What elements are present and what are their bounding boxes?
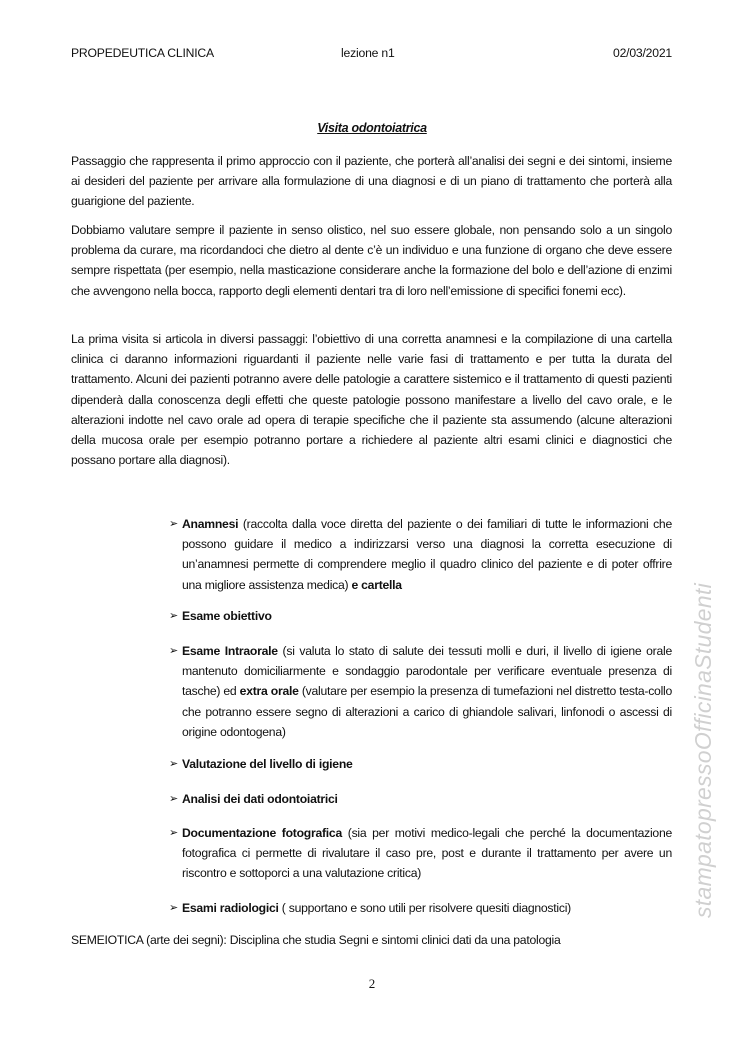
item-heading: Anamnesi [182,517,239,531]
paragraph-intro: Passaggio che rappresenta il primo approccio con il paziente, che porterà all’analisi dei segni e dei sintomi, insieme ai desideri del paziente per arrivare alla formulazione di una diagnosi e di un piano di trattamento che porterà alla guarigione del paziente. [71,154,672,209]
arrowhead-bullet-icon: ➢ [169,902,178,914]
arrowhead-bullet-icon: ➢ [169,645,178,657]
list-item-esame-intraorale [169,641,672,742]
list-item-documentazione-fotografica [169,823,672,884]
item-text: (si valuta lo stato di salute dei tessuti molli e duri, il livello di igiene orale mantenuto domiciliarmente e sondaggio parodontale per verificare eventuale presenza di tasche) ed [182,644,673,699]
item-text-cont: (valutare per esempio la presenza di tumefazioni nel distretto testa-collo che potranno essere segno di alterazioni a carico di ghiandole salivari, linfonodi o ascessi di origine odontogena) [182,684,673,739]
item-text: (sia per motivi medico-legali che perché la documentazione fotografica ci permette di rivalutare il caso pre, post e durante il trattamento per avere un riscontro e sottoporci a una valutazione critica) [182,826,673,881]
list-item-analisi-dati [169,789,672,809]
paragraph-holistic: Dobbiamo valutare sempre il paziente in senso olistico, nel suo essere globale, non pensando solo a un singolo problema da curare, ma ricordandoci che dietro al dente c’è un individuo e una funzione di organo che deve essere sempre rispettata (per esempio, nella masticazione considerare anche la formazione del bolo e dell’azione di enzimi che avvengono nella bocca, rapporto degli elementi dentari tra di loro nell’emissione di specifici fonemi ecc). [71,223,672,298]
header-lesson: lezione n1 [341,46,395,60]
item-heading-extra: extra orale [239,684,299,699]
watermark: stampatopressoOfficinaStudenti [690,582,716,918]
paragraph-first-visit: La prima visita si articola in diversi passaggi: l’obiettivo di una corretta anamnesi e la compilazione di una cartella clinica ci daranno informazioni riguardanti il paziente nelle varie fasi di trattamento e per tutta la durata del trattamento. Alcuni dei pazienti potranno avere delle patologie a carattere sistemico e il trattamento di questi pazienti dipenderà dalla conoscenza degli effetti che queste patologie possono manifestare a livello del cavo orale, e le alterazioni indotte nel cavo orale ad opera di terapie specifiche che il paziente sta assumendo (alcune alterazioni della mucosa orale per esempio potranno portare a richiedere al paziente altri esami clinici e diagnostici che possano portare alla diagnosi). [71,332,672,468]
item-heading: Esame obiettivo [182,609,272,623]
item-heading: Esame Intraorale [182,644,278,658]
arrowhead-bullet-icon: ➢ [169,793,178,805]
page-number: 2 [368,976,376,991]
header-date: 02/03/2021 [613,46,672,60]
page-header [71,46,672,64]
list-item-valutazione-igiene [169,754,672,774]
arrowhead-bullet-icon: ➢ [169,610,178,622]
list-item-esame-obiettivo [169,606,672,626]
semeiotica-definition: SEMEIOTICA (arte dei segni): Disciplina che studia Segni e sintomi clinici dati da una patologia [71,933,561,947]
item-heading: Esami radiologici [182,901,279,915]
arrowhead-bullet-icon: ➢ [169,827,178,839]
item-heading-extra: e cartella [351,577,402,592]
item-heading: Documentazione fotografica [182,826,342,840]
item-heading: Analisi dei dati odontoiatrici [182,792,338,806]
item-text: ( supportano e sono utili per risolvere quesiti diagnostici) [278,901,571,915]
header-course: PROPEDEUTICA CLINICA [71,46,214,60]
item-text: (raccolta dalla voce diretta del paziente o dei familiari di tutte le informazioni che possono guidare il medico a indirizzarsi verso una diagnosi [182,517,672,552]
document-title: Visita odontoiatrica [317,121,427,135]
list-item-anamnesi [169,514,672,595]
item-heading: Valutazione del livello di igiene [182,757,353,771]
arrowhead-bullet-icon: ➢ [169,518,178,530]
item-text-cont: la corretta esecuzione di un’anamnesi permette di comprendere meglio il quadro clinico del paziente e di poter offrire una migliore assistenza medica) [182,537,672,592]
arrowhead-bullet-icon: ➢ [169,758,178,770]
list-item-esami-radiologici [169,898,672,918]
